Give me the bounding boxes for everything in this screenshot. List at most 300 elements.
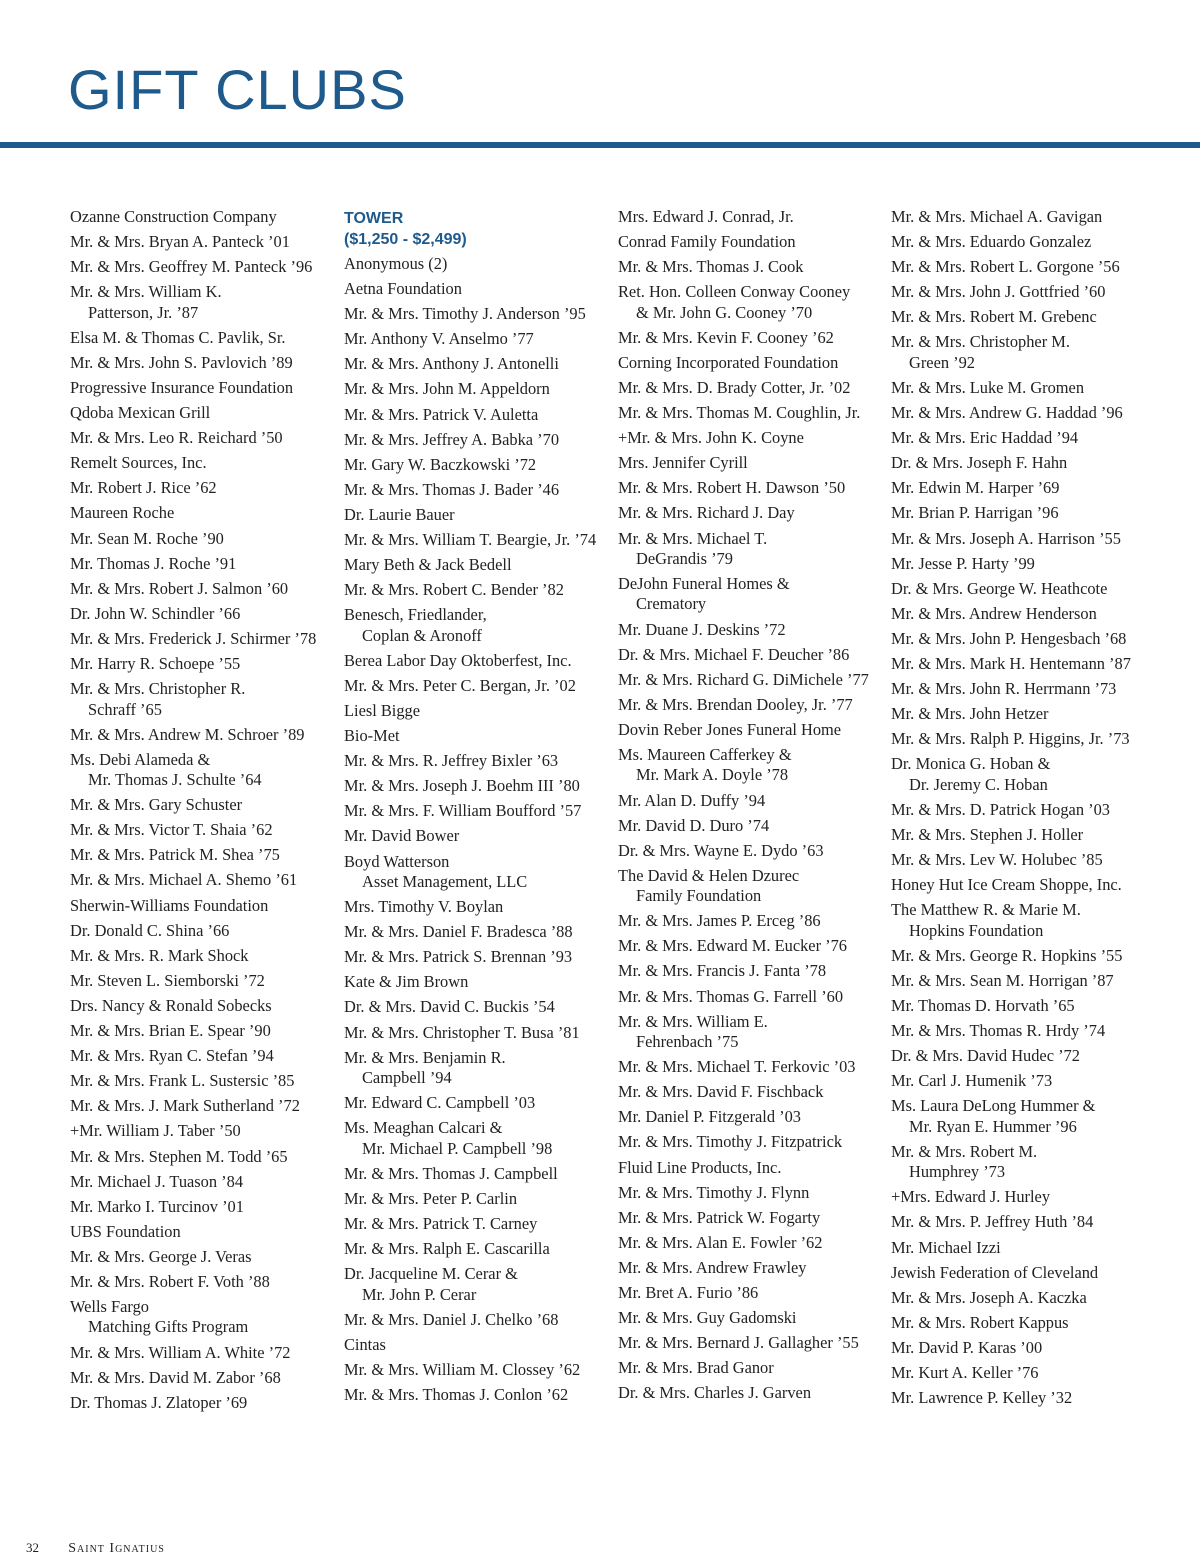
donor-name: Mr. & Mrs. Robert C. Bender ’82 [344, 580, 564, 600]
donor-name: Ozanne Construction Company [70, 207, 277, 226]
donor-entry [344, 676, 612, 696]
donor-name: Mr. & Mrs. William E. [618, 1011, 768, 1031]
donor-entry [618, 1082, 886, 1102]
donor-name: Mr. & Mrs. Robert M. [891, 1141, 1038, 1161]
donor-name-continuation: Mr. Ryan E. Hummer ’96 [909, 1116, 1077, 1136]
donor-entry [70, 1197, 338, 1217]
donor-entry [618, 232, 886, 252]
page-title: GIFT CLUBS [68, 58, 407, 121]
donor-name: Mr. & Mrs. F. William Boufford ’57 [344, 801, 582, 821]
donor-name: Mrs. Timothy V. Boylan [344, 897, 504, 917]
donor-entry [891, 378, 1159, 398]
donor-entry [70, 1071, 338, 1091]
donor-entry [344, 947, 612, 967]
donor-name: Mr. & Mrs. Peter P. Carlin [344, 1188, 518, 1208]
donor-entry [70, 1297, 338, 1338]
donor-entry [70, 1222, 338, 1242]
donor-name: Mr. & Mrs. William T. Beargie, Jr. ’74 [344, 530, 597, 550]
donor-name: Mr. & Mrs. Bryan A. Panteck ’01 [70, 232, 290, 252]
donor-entry [70, 795, 338, 815]
donor-name: Ms. Maureen Cafferkey & [618, 745, 792, 764]
donor-name: Mr. & Mrs. Andrew Frawley [618, 1257, 807, 1277]
donor-entry [618, 961, 886, 981]
donor-entry [618, 791, 886, 811]
donor-entry [618, 866, 886, 907]
donor-name: Mr. & Mrs. Frank L. Sustersic ’85 [70, 1071, 295, 1091]
donor-entry [891, 996, 1159, 1016]
donor-entry [70, 207, 338, 227]
donor-name: Dr. John W. Schindler ’66 [70, 603, 241, 623]
donor-entry [618, 1333, 886, 1353]
donor-name: Benesch, Friedlander, [344, 605, 487, 625]
donor-name: Mr. & Mrs. John Hetzer [891, 704, 1049, 724]
donor-entry [344, 826, 612, 846]
donor-entry [891, 1338, 1159, 1358]
donor-name: Mr. & Mrs. Guy Gadomski [618, 1308, 797, 1328]
donor-name: Mr. & Mrs. Joseph A. Kaczka [891, 1287, 1087, 1307]
donor-name: Bio-Met [344, 726, 400, 746]
donor-entry [344, 1189, 612, 1209]
donor-name: Mr. & Mrs. Frederick J. Schirmer ’78 [70, 628, 317, 648]
donor-name: Ret. Hon. Colleen Conway Cooney [618, 282, 851, 302]
donor-entry [70, 579, 338, 599]
donor-name: Ms. Laura DeLong Hummer & [891, 1096, 1096, 1116]
donor-name: Corning Incorporated Foundation [618, 352, 839, 372]
donor-entry [618, 1057, 886, 1077]
donor-entry [618, 328, 886, 348]
donor-name: Dr. Laurie Bauer [344, 504, 455, 524]
donor-name: Mr. & Mrs. Christopher R. [70, 679, 246, 699]
donor-entry [70, 870, 338, 890]
donor-entry [70, 845, 338, 865]
donor-name: Mr. & Mrs. Sean M. Horrigan ’87 [891, 970, 1114, 990]
donor-entry [891, 704, 1159, 724]
donor-entry [70, 1272, 338, 1292]
donor-entry [70, 1247, 338, 1267]
donor-entry [70, 257, 338, 277]
donor-entry [344, 1360, 612, 1380]
donor-name: Mr. & Mrs. Robert L. Gorgone ’56 [891, 257, 1120, 277]
donor-name: DeJohn Funeral Homes & [618, 574, 790, 594]
donor-name-continuation: Crematory [636, 594, 707, 614]
donor-name: +Mr. & Mrs. John K. Coyne [618, 428, 804, 448]
donor-entry [891, 307, 1159, 327]
donor-name: Drs. Nancy & Ronald Sobecks [70, 995, 272, 1015]
donor-list [891, 207, 1159, 1408]
donor-name: Mr. & Mrs. R. Mark Shock [70, 945, 249, 965]
donor-entry [891, 332, 1159, 373]
donor-name: Dr. Donald C. Shina ’66 [70, 920, 230, 940]
donor-entry [891, 503, 1159, 523]
donor-name: Mr. & Mrs. Francis J. Fanta ’78 [618, 961, 827, 981]
donor-entry [891, 1313, 1159, 1333]
donor-name: Mr. Thomas J. Roche ’91 [70, 553, 237, 573]
donor-name: Mr. & Mrs. Patrick V. Auletta [344, 404, 539, 424]
donor-entry [891, 754, 1159, 795]
donor-entry [70, 946, 338, 966]
donor-entry [891, 729, 1159, 749]
donor-name: Mr. & Mrs. Brendan Dooley, Jr. ’77 [618, 694, 853, 714]
donor-entry [891, 1071, 1159, 1091]
tower-heading-name: TOWER [344, 210, 404, 227]
donor-name: Mr. & Mrs. William K. [70, 282, 222, 302]
donor-name: Mr. Edwin M. Harper ’69 [891, 478, 1060, 498]
donor-name: Anonymous (2) [344, 254, 448, 273]
donor-entry [891, 529, 1159, 549]
donor-name: Mr. & Mrs. Edward M. Eucker ’76 [618, 936, 847, 956]
donor-name: Dr. Thomas J. Zlatoper ’69 [70, 1392, 248, 1412]
donor-name: Mr. & Mrs. Michael A. Gavigan [891, 207, 1103, 226]
donor-name: Mr. Bret A. Furio ’86 [618, 1283, 759, 1302]
donor-entry [618, 257, 886, 277]
donor-entry [344, 651, 612, 671]
donor-entry [891, 478, 1159, 498]
donor-name-continuation: Campbell ’94 [362, 1068, 452, 1088]
donor-name: Mr. Michael Izzi [891, 1237, 1001, 1257]
donor-entry [344, 801, 612, 821]
donor-entry [344, 997, 612, 1017]
donor-name: +Mr. William J. Taber ’50 [70, 1121, 241, 1141]
donor-name: Mr. Gary W. Baczkowski ’72 [344, 454, 537, 474]
donor-name: Mr. & Mrs. Andrew M. Schroer ’89 [70, 724, 305, 744]
donor-name: The David & Helen Dzurec [618, 865, 800, 885]
donor-entry [344, 1310, 612, 1330]
donor-name: Mr. & Mrs. David F. Fischback [618, 1082, 824, 1102]
donor-entry [891, 257, 1159, 277]
donor-name: Mr. & Mrs. Peter C. Bergan, Jr. ’02 [344, 675, 576, 695]
donor-entry [70, 1368, 338, 1388]
donor-name: Qdoba Mexican Grill [70, 403, 211, 423]
donor-entry [891, 1238, 1159, 1258]
donor-name: Mr. & Mrs. Patrick M. Shea ’75 [70, 845, 280, 865]
donor-name: Mr. & Mrs. Joseph J. Boehm III ’80 [344, 776, 580, 796]
donor-entry [344, 751, 612, 771]
donor-entry [344, 480, 612, 500]
donor-entry [618, 645, 886, 665]
donor-name-continuation: Humphrey ’73 [909, 1162, 1006, 1182]
donor-name: Mr. & Mrs. Stephen J. Holler [891, 824, 1084, 844]
donor-name: Mr. & Mrs. George J. Veras [70, 1246, 252, 1266]
donor-entry [891, 1187, 1159, 1207]
donor-name: Mr. & Mrs. Michael T. [618, 528, 768, 548]
donor-name: Mr. & Mrs. Robert M. Grebenc [891, 307, 1097, 327]
donor-entry [891, 1096, 1159, 1137]
donor-name: Mr. & Mrs. Mark H. Hentemann ’87 [891, 654, 1131, 673]
donor-name-continuation: Matching Gifts Program [88, 1317, 249, 1337]
tower-heading-range: ($1,250 - $2,499) [344, 230, 467, 248]
donor-entry [891, 554, 1159, 574]
donor-name-continuation: Family Foundation [636, 886, 762, 906]
donor-name-continuation: Schraff ’65 [88, 699, 162, 719]
donor-name: Mr. & Mrs. Timothy J. Flynn [618, 1182, 810, 1202]
donor-name: Mr. & Mrs. Luke M. Gromen [891, 377, 1085, 397]
donor-name: Ms. Meaghan Calcari & [344, 1118, 503, 1138]
donor-entry [70, 750, 338, 791]
donor-name: Mr. David Bower [344, 826, 460, 846]
donor-entry [618, 745, 886, 786]
donor-name: Mr. & Mrs. Michael T. Ferkovic ’03 [618, 1057, 856, 1077]
donor-entry [70, 1096, 338, 1116]
donor-entry [618, 695, 886, 715]
donor-name: Mr. Lawrence P. Kelley ’32 [891, 1388, 1073, 1408]
donor-entry [618, 720, 886, 740]
donor-name: Mr. & Mrs. Stephen M. Todd ’65 [70, 1146, 288, 1166]
donor-entry [891, 232, 1159, 252]
donor-name: Mr. & Mrs. Ralph E. Cascarilla [344, 1239, 550, 1258]
donor-name: Mr. Steven L. Siemborski ’72 [70, 970, 265, 990]
donor-entry [344, 852, 612, 893]
donor-name-continuation: Coplan & Aronoff [362, 625, 482, 645]
donor-name: +Mrs. Edward J. Hurley [891, 1187, 1051, 1207]
donor-entry [618, 574, 886, 615]
donor-entry [891, 679, 1159, 699]
donor-name: Boyd Watterson [344, 851, 450, 871]
donor-name: Mr. & Mrs. Leo R. Reichard ’50 [70, 428, 283, 448]
header-rule [0, 142, 1200, 148]
donor-entry [344, 701, 612, 721]
donor-entry [891, 654, 1159, 674]
donor-name: Mr. Sean M. Roche ’90 [70, 528, 224, 548]
donor-entry [344, 776, 612, 796]
donor-entry [344, 329, 612, 349]
donor-name: Conrad Family Foundation [618, 232, 796, 252]
donor-name-continuation: Mr. Thomas J. Schulte ’64 [88, 770, 262, 790]
donor-entry [344, 1023, 612, 1043]
donor-entry [70, 529, 338, 549]
donor-name-continuation: Mr. John P. Cerar [362, 1284, 477, 1304]
donor-entry [70, 1393, 338, 1413]
donor-entry [891, 946, 1159, 966]
donor-entry [70, 328, 338, 348]
donor-entry [344, 379, 612, 399]
donor-entry [344, 1118, 612, 1159]
donor-name: Aetna Foundation [344, 279, 462, 299]
donor-name: Progressive Insurance Foundation [70, 377, 294, 397]
donor-column-1 [70, 207, 338, 1418]
donor-name: Mr. & Mrs. Gary Schuster [70, 795, 243, 815]
donor-name: Mr. & Mrs. Geoffrey M. Panteck ’96 [70, 257, 313, 277]
donor-name: Mr. & Mrs. William A. White ’72 [70, 1342, 291, 1362]
donor-name-continuation: & Mr. John G. Cooney ’70 [636, 302, 813, 322]
donor-entry [344, 1335, 612, 1355]
donor-name: Mr. & Mrs. Ryan C. Stefan ’94 [70, 1046, 274, 1066]
donor-entry [344, 530, 612, 550]
donor-name: Mr. & Mrs. Alan E. Fowler ’62 [618, 1232, 823, 1252]
publication-name: Saint Ignatius [68, 1541, 165, 1556]
donor-name: Mr. & Mrs. Thomas M. Coughlin, Jr. [618, 403, 861, 423]
donor-name: Mr. & Mrs. Daniel F. Bradesca ’88 [344, 922, 573, 942]
donor-entry [344, 455, 612, 475]
donor-entry [891, 1212, 1159, 1232]
donor-entry [70, 654, 338, 674]
donor-entry [70, 629, 338, 649]
donor-name: Mr. David D. Duro ’74 [618, 815, 770, 835]
donor-entry [618, 453, 886, 473]
donor-entry [891, 1288, 1159, 1308]
donor-name: Mr. & Mrs. R. Jeffrey Bixler ’63 [344, 751, 559, 771]
donor-entry [891, 800, 1159, 820]
donor-name: Dr. & Mrs. Joseph F. Hahn [891, 453, 1068, 473]
donor-name: Mr. & Mrs. Ralph P. Higgins, Jr. ’73 [891, 729, 1130, 749]
donor-entry [618, 1258, 886, 1278]
donor-entry [70, 679, 338, 720]
donor-entry [618, 378, 886, 398]
donor-name: Ms. Debi Alameda & [70, 749, 211, 769]
donor-name: Mr. & Mrs. Patrick S. Brennan ’93 [344, 947, 573, 967]
donor-entry [891, 850, 1159, 870]
donor-entry [70, 996, 338, 1016]
donor-name: Mr. & Mrs. Robert F. Voth ’88 [70, 1271, 270, 1291]
donor-entry [70, 503, 338, 523]
donor-entry [618, 529, 886, 570]
donor-name: Mr. & Mrs. D. Patrick Hogan ’03 [891, 799, 1110, 819]
donor-entry [618, 353, 886, 373]
donor-entry [891, 629, 1159, 649]
donor-name: Mr. & Mrs. Jeffrey A. Babka ’70 [344, 429, 560, 449]
donor-name: Cintas [344, 1334, 386, 1354]
donor-name: Kate & Jim Brown [344, 972, 469, 992]
donor-name: Mr. & Mrs. William M. Clossey ’62 [344, 1359, 581, 1379]
donor-entry [891, 428, 1159, 448]
donor-name: Mr. Anthony V. Anselmo ’77 [344, 329, 534, 349]
donor-name: Mr. & Mrs. Thomas R. Hrdy ’74 [891, 1021, 1106, 1041]
donor-name: Mr. & Mrs. James P. Erceg ’86 [618, 911, 821, 931]
donor-entry [618, 207, 886, 227]
donor-name: Mr. Thomas D. Horvath ’65 [891, 995, 1075, 1015]
donor-name-continuation: Mr. Mark A. Doyle ’78 [636, 765, 789, 785]
donor-name: Mr. & Mrs. Christopher M. [891, 332, 1070, 352]
donor-entry [344, 1264, 612, 1305]
donor-entry [618, 1233, 886, 1253]
donor-name: Mr. & Mrs. Lev W. Holubec ’85 [891, 850, 1103, 870]
donor-name: Mr. & Mrs. Thomas J. Campbell [344, 1163, 558, 1183]
donor-name: Jewish Federation of Cleveland [891, 1262, 1099, 1282]
donor-entry [344, 279, 612, 299]
donor-list [70, 207, 338, 1413]
donor-name: Mrs. Edward J. Conrad, Jr. [618, 207, 794, 226]
donor-entry [344, 605, 612, 646]
donor-entry [618, 670, 886, 690]
donor-name: Dr. & Mrs. Michael F. Deucher ’86 [618, 644, 850, 664]
donor-entry [344, 580, 612, 600]
donor-entry [344, 1214, 612, 1234]
donor-entry [70, 921, 338, 941]
donor-entry [618, 620, 886, 640]
donor-entry [70, 232, 338, 252]
donor-name: Mr. David P. Karas ’00 [891, 1337, 1043, 1357]
donor-name: Remelt Sources, Inc. [70, 453, 207, 473]
donor-entry [618, 816, 886, 836]
page-footer [26, 1540, 165, 1557]
donor-entry [618, 1383, 886, 1403]
donor-entry [70, 403, 338, 423]
donor-entry [891, 900, 1159, 941]
donor-name: Wells Fargo [70, 1297, 149, 1317]
donor-name: Mr. & Mrs. Eduardo Gonzalez [891, 232, 1092, 252]
donor-name: Mr. & Mrs. Andrew G. Haddad ’96 [891, 403, 1123, 423]
donor-name: Mr. & Mrs. Thomas J. Conlon ’62 [344, 1384, 569, 1404]
donor-entry [344, 726, 612, 746]
donor-entry [891, 453, 1159, 473]
donor-entry [70, 1172, 338, 1192]
donor-name: Honey Hut Ice Cream Shoppe, Inc. [891, 875, 1122, 895]
donor-entry [618, 936, 886, 956]
donor-name: Mr. & Mrs. Robert Kappus [891, 1312, 1069, 1332]
donor-name: Fluid Line Products, Inc. [618, 1157, 782, 1177]
donor-name: Mr. & Mrs. Christopher T. Busa ’81 [344, 1022, 580, 1042]
donor-name: Mr. & Mrs. Robert H. Dawson ’50 [618, 478, 846, 498]
donor-name: UBS Foundation [70, 1221, 181, 1241]
donor-entry [344, 1048, 612, 1089]
donor-entry [618, 1308, 886, 1328]
donor-entry [344, 304, 612, 324]
donor-name: Mr. & Mrs. George R. Hopkins ’55 [891, 945, 1123, 965]
donor-name: Maureen Roche [70, 503, 175, 523]
donor-entry [344, 922, 612, 942]
donor-name: Mr. & Mrs. Andrew Henderson [891, 603, 1097, 623]
donor-entry [891, 1046, 1159, 1066]
donor-entry [70, 971, 338, 991]
donor-entry [344, 555, 612, 575]
donor-entry [618, 1183, 886, 1203]
donor-name: Dr. Jacqueline M. Cerar & [344, 1264, 518, 1284]
donor-entry [891, 971, 1159, 991]
donor-entry [618, 428, 886, 448]
donor-name: Mr. & Mrs. Anthony J. Antonelli [344, 354, 559, 374]
donor-name: Mr. & Mrs. D. Brady Cotter, Jr. ’02 [618, 377, 851, 397]
donor-entry [344, 1239, 612, 1259]
donor-name-continuation: Green ’92 [909, 352, 975, 372]
donor-name: Sherwin-Williams Foundation [70, 895, 269, 915]
donor-name: Dovin Reber Jones Funeral Home [618, 719, 842, 739]
donor-entry [344, 1164, 612, 1184]
page-number: 32 [26, 1540, 39, 1555]
donor-entry [618, 1283, 886, 1303]
donor-name: Mr. & Mrs. John P. Hengesbach ’68 [891, 628, 1127, 648]
donor-name: Mr. & Mrs. Timothy J. Anderson ’95 [344, 304, 586, 324]
donor-name: Mr. Carl J. Humenik ’73 [891, 1071, 1053, 1091]
donor-entry [891, 282, 1159, 302]
donor-name: Mr. Jesse P. Harty ’99 [891, 553, 1035, 573]
donor-name: Mr. & Mrs. Eric Haddad ’94 [891, 428, 1079, 448]
donor-name: Mr. & Mrs. Patrick W. Fogarty [618, 1207, 821, 1227]
donor-entry [70, 725, 338, 745]
donor-entry [344, 972, 612, 992]
donor-entry [70, 820, 338, 840]
donor-entry [618, 403, 886, 423]
donor-entry [618, 503, 886, 523]
donor-entry [70, 353, 338, 373]
donor-entry [344, 505, 612, 525]
donor-entry [891, 1142, 1159, 1183]
donor-name: Dr. & Mrs. David Hudec ’72 [891, 1046, 1080, 1066]
donor-entry [344, 1385, 612, 1405]
donor-name: Mr. & Mrs. Timothy J. Fitzpatrick [618, 1132, 843, 1152]
donor-entry [344, 405, 612, 425]
donor-name: Dr. & Mrs. David C. Buckis ’54 [344, 997, 555, 1017]
donor-entry [618, 1132, 886, 1152]
donor-entry [70, 1147, 338, 1167]
donor-entry [891, 604, 1159, 624]
donor-name: Mr. & Mrs. Thomas J. Cook [618, 257, 804, 277]
donor-entry [70, 428, 338, 448]
donor-name: Mr. & Mrs. Kevin F. Cooney ’62 [618, 327, 834, 347]
donor-entry [70, 282, 338, 323]
donor-name: Berea Labor Day Oktoberfest, Inc. [344, 650, 572, 670]
donor-name: Mr. & Mrs. Thomas G. Farrell ’60 [618, 986, 844, 1006]
donor-name: Mr. & Mrs. Robert J. Salmon ’60 [70, 578, 289, 598]
donor-entry [70, 1021, 338, 1041]
